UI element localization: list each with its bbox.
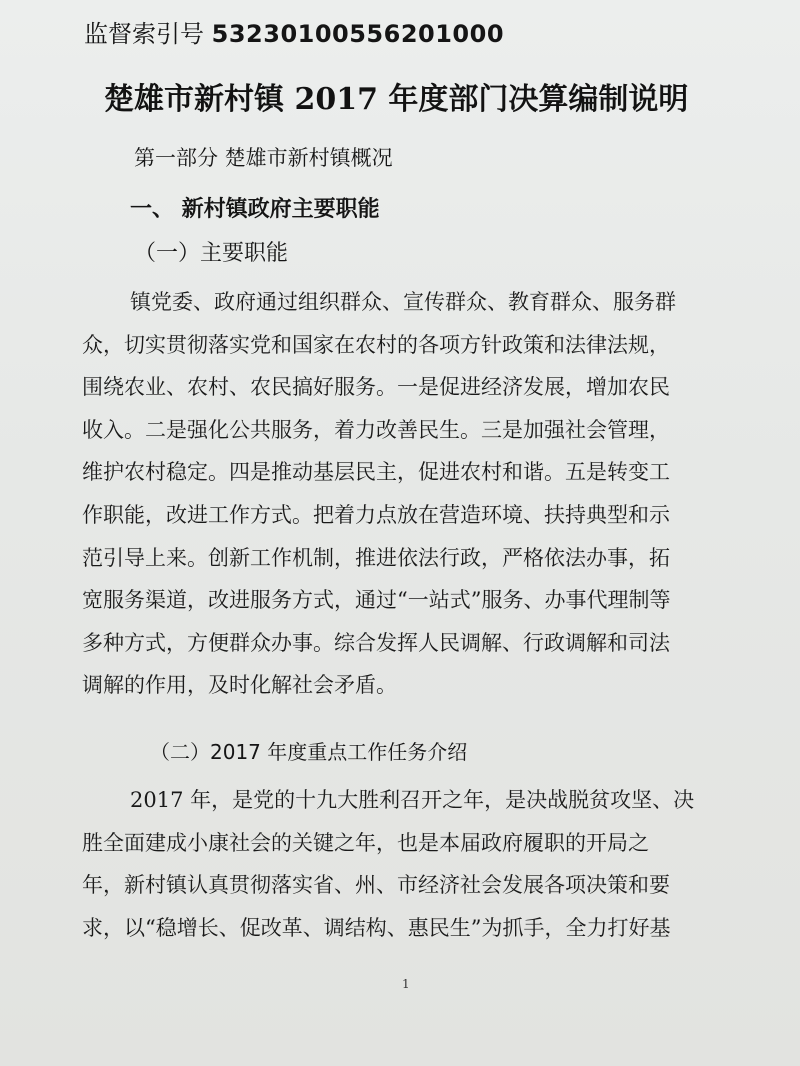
paragraph-line: 年，新村镇认真贯彻落实省、州、市经济社会发展各项决策和要	[82, 873, 670, 898]
supervision-index-line	[84, 14, 504, 49]
part-heading: 第一部分 楚雄市新村镇概况	[134, 146, 393, 170]
page-number: 1	[402, 977, 410, 991]
section-heading-functions: 一、 新村镇政府主要职能	[130, 197, 380, 222]
paragraph-line: 多种方式，方便群众办事。综合发挥人民调解、行政调解和司法	[82, 630, 670, 655]
paragraph-line: 镇党委、政府通过组织群众、宣传群众、教育群众、服务群	[130, 290, 676, 314]
subsection-heading-key-tasks: （二）2017 年度重点工作任务介绍	[150, 740, 468, 764]
paragraph-line: 范引导上来。创新工作机制，推进依法行政，严格依法办事，拓	[82, 545, 670, 570]
paragraph-line: 宽服务渠道，改进服务方式，通过“一站式”服务、办事代理制等	[82, 588, 671, 613]
document-title: 楚雄市新村镇 2017 年度部门决算编制说明	[104, 82, 689, 117]
paragraph-line: 作职能，改进工作方式。把着力点放在营造环境、扶持典型和示	[82, 502, 670, 527]
paragraph-main-functions	[82, 281, 722, 707]
paragraph-line: 调解的作用，及时化解社会矛盾。	[82, 673, 397, 698]
ref-number: 53230100556201000	[211, 20, 505, 48]
subsection-heading-main-functions: （一）主要职能	[134, 241, 289, 266]
paragraph-line: 求，以“稳增长、促改革、调结构、惠民生”为抓手，全力打好基	[82, 915, 671, 940]
paragraph-line: 围绕农业、农村、农民搞好服务。一是促进经济发展，增加农民	[82, 375, 670, 400]
paragraph-key-tasks	[82, 779, 722, 949]
paragraph-line: 众，切实贯彻落实党和国家在农村的各项方针政策和法律法规，	[82, 332, 670, 357]
paragraph-line: 2017 年，是党的十九大胜利召开之年，是决战脱贫攻坚、决	[130, 788, 695, 812]
ref-label: 监督索引号	[84, 20, 204, 48]
paragraph-line: 胜全面建成小康社会的关键之年，也是本届政府履职的开局之	[82, 830, 649, 855]
paragraph-line: 收入。二是强化公共服务，着力改善民生。三是加强社会管理，	[82, 417, 670, 442]
paragraph-line: 维护农村稳定。四是推动基层民主，促进农村和谐。五是转变工	[82, 460, 670, 485]
